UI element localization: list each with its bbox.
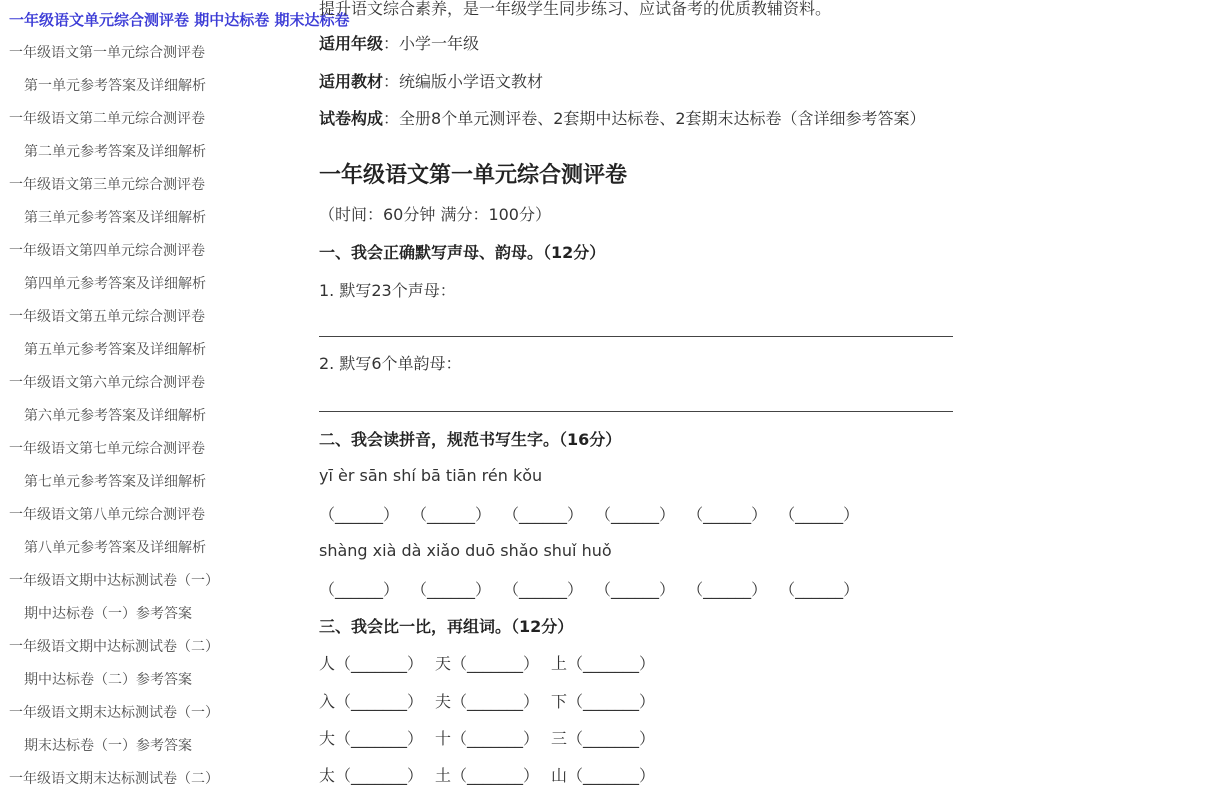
toc-subitem[interactable]: 第五单元参考答案及详细解析	[24, 342, 206, 358]
section-1-question-2: 2. 默写6个单韵母：	[319, 354, 462, 373]
compare-item: 入（_______）	[319, 692, 424, 711]
toc-item[interactable]: 一年级语文第二单元综合测评卷	[9, 111, 205, 127]
toc-subitem[interactable]: 第八单元参考答案及详细解析	[24, 540, 206, 556]
blank-box: （______）	[595, 580, 676, 599]
section-2-title: 二、我会读拼音，规范书写生字。（16分）	[319, 430, 622, 449]
compare-item: 上（_______）	[551, 654, 656, 673]
blank-box: （______）	[319, 505, 400, 524]
blank-box: （______）	[687, 580, 768, 599]
blank-box-row-1	[319, 503, 871, 527]
toc-sidebar	[0, 0, 350, 800]
blank-box: （______）	[595, 505, 676, 524]
toc-item[interactable]: 一年级语文期中达标测试卷（二）	[9, 639, 219, 655]
blank-box: （______）	[411, 580, 492, 599]
pinyin-row-2: shàng xià dà xiǎo duō shǎo shuǐ huǒ	[319, 541, 612, 560]
compare-item: 下（_______）	[551, 692, 656, 711]
answer-line	[319, 411, 953, 412]
toc-subitem[interactable]: 第七单元参考答案及详细解析	[24, 474, 206, 490]
blank-box: （______）	[503, 580, 584, 599]
structure-label: 试卷构成	[319, 109, 384, 128]
compare-item: 山（_______）	[551, 766, 656, 785]
grade-row	[319, 32, 479, 56]
compare-item: 大（_______）	[319, 729, 424, 748]
toc-item[interactable]: 一年级语文期末达标测试卷（一）	[9, 705, 219, 721]
blank-box: （______）	[503, 505, 584, 524]
toc-item[interactable]: 一年级语文第三单元综合测评卷	[9, 177, 205, 193]
section-3-title: 三、我会比一比，再组词。（12分）	[319, 617, 574, 636]
textbook-label: 适用教材	[319, 72, 384, 91]
toc-subitem[interactable]: 期中达标卷（二）参考答案	[24, 672, 192, 688]
compare-item: 三（_______）	[551, 729, 656, 748]
toc-item-current[interactable]: 一年级语文单元综合测评卷 期中达标卷 期末达标卷	[9, 11, 350, 29]
toc-subitem[interactable]: 第四单元参考答案及详细解析	[24, 276, 206, 292]
exam-title: 一年级语文第一单元综合测评卷	[319, 163, 628, 188]
blank-box: （______）	[779, 505, 860, 524]
structure-value: ：全册8个单元测评卷、2套期中达标卷、2套期末达标卷（含详细参考答案）	[383, 109, 926, 128]
compare-item: 土（_______）	[435, 766, 540, 785]
grade-label: 适用年级	[319, 34, 384, 53]
compare-item: 人（_______）	[319, 654, 424, 673]
answer-line	[319, 336, 953, 337]
textbook-value: ：统编版小学语文教材	[383, 72, 544, 91]
intro-tail: 提升语文综合素养，是一年级学生同步练习、应试备考的优质教辅资料。	[319, 0, 832, 18]
toc-item[interactable]: 一年级语文第五单元综合测评卷	[9, 309, 205, 325]
exam-meta: （时间：60分钟 满分：100分）	[319, 205, 551, 224]
main-content	[319, 0, 1199, 800]
compare-item: 夫（_______）	[435, 692, 540, 711]
compare-row	[319, 727, 667, 751]
compare-item: 天（_______）	[435, 654, 540, 673]
toc-subitem[interactable]: 期中达标卷（一）参考答案	[24, 606, 192, 622]
toc-subitem[interactable]: 期末达标卷（一）参考答案	[24, 738, 192, 754]
section-1-title: 一、我会正确默写声母、韵母。（12分）	[319, 243, 606, 262]
toc-item[interactable]: 一年级语文第四单元综合测评卷	[9, 243, 205, 259]
toc-subitem[interactable]: 第一单元参考答案及详细解析	[24, 78, 206, 94]
compare-row	[319, 690, 667, 714]
pinyin-row-1: yī èr sān shí bā tiān rén kǒu	[319, 466, 543, 485]
toc-subitem[interactable]: 第六单元参考答案及详细解析	[24, 408, 206, 424]
toc-item[interactable]: 一年级语文期末达标测试卷（二）	[9, 771, 219, 787]
blank-box: （______）	[319, 580, 400, 599]
grade-value: ：小学一年级	[383, 34, 480, 53]
structure-row	[319, 107, 926, 131]
section-1-question-1: 1. 默写23个声母：	[319, 281, 456, 300]
toc-subitem[interactable]: 第三单元参考答案及详细解析	[24, 210, 206, 226]
toc-subitem[interactable]: 第二单元参考答案及详细解析	[24, 144, 206, 160]
blank-box: （______）	[411, 505, 492, 524]
compare-item: 太（_______）	[319, 766, 424, 785]
textbook-row	[319, 70, 543, 94]
toc-item[interactable]: 一年级语文第一单元综合测评卷	[9, 45, 205, 61]
toc-item[interactable]: 一年级语文第六单元综合测评卷	[9, 375, 205, 391]
compare-row	[319, 652, 667, 676]
blank-box-row-2	[319, 578, 871, 602]
blank-box: （______）	[779, 580, 860, 599]
compare-row	[319, 764, 667, 788]
blank-box: （______）	[687, 505, 768, 524]
toc-item[interactable]: 一年级语文期中达标测试卷（一）	[9, 573, 219, 589]
compare-item: 十（_______）	[435, 729, 540, 748]
toc-item[interactable]: 一年级语文第七单元综合测评卷	[9, 441, 205, 457]
toc-item[interactable]: 一年级语文第八单元综合测评卷	[9, 507, 205, 523]
